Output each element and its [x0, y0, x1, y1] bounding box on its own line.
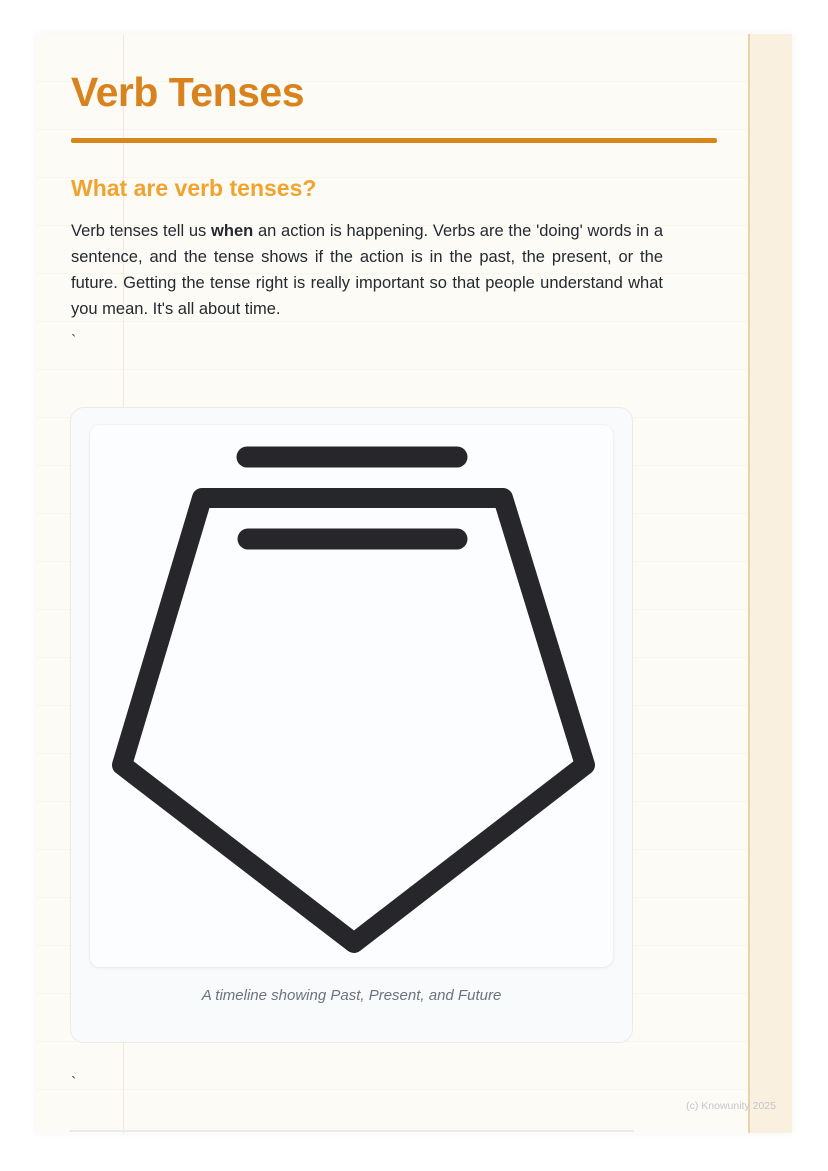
copyright-text: (c) Knowunity 2025 [686, 1100, 776, 1112]
title-divider-rule [71, 138, 717, 143]
pentagon-banner-icon [90, 425, 613, 967]
document-page [36, 34, 792, 1133]
figure-image-panel [90, 425, 613, 967]
paragraph-text-before: Verb tenses tell us [71, 222, 212, 240]
body-paragraph [71, 218, 663, 322]
page-title: Verb Tenses [71, 69, 305, 115]
figure-caption: A timeline showing Past, Present, and Future [201, 987, 502, 1004]
figure-card [70, 407, 633, 1043]
section-heading: What are verb tenses? [71, 175, 317, 201]
next-section-cutoff-edge [69, 1130, 634, 1132]
stray-backtick: ` [71, 1075, 77, 1092]
paragraph-bold-word: when [211, 222, 254, 240]
paragraph-text-after: an action is happening. Verbs are the 'doing' words in a sentence, and the tense shows if the action is in the past, the present, or the future. Getting the tense right is really important so that people understand what you mean. It's all about time. [71, 222, 663, 318]
notebook-edge-strip [748, 34, 792, 1133]
stray-backtick: ` [71, 333, 77, 350]
